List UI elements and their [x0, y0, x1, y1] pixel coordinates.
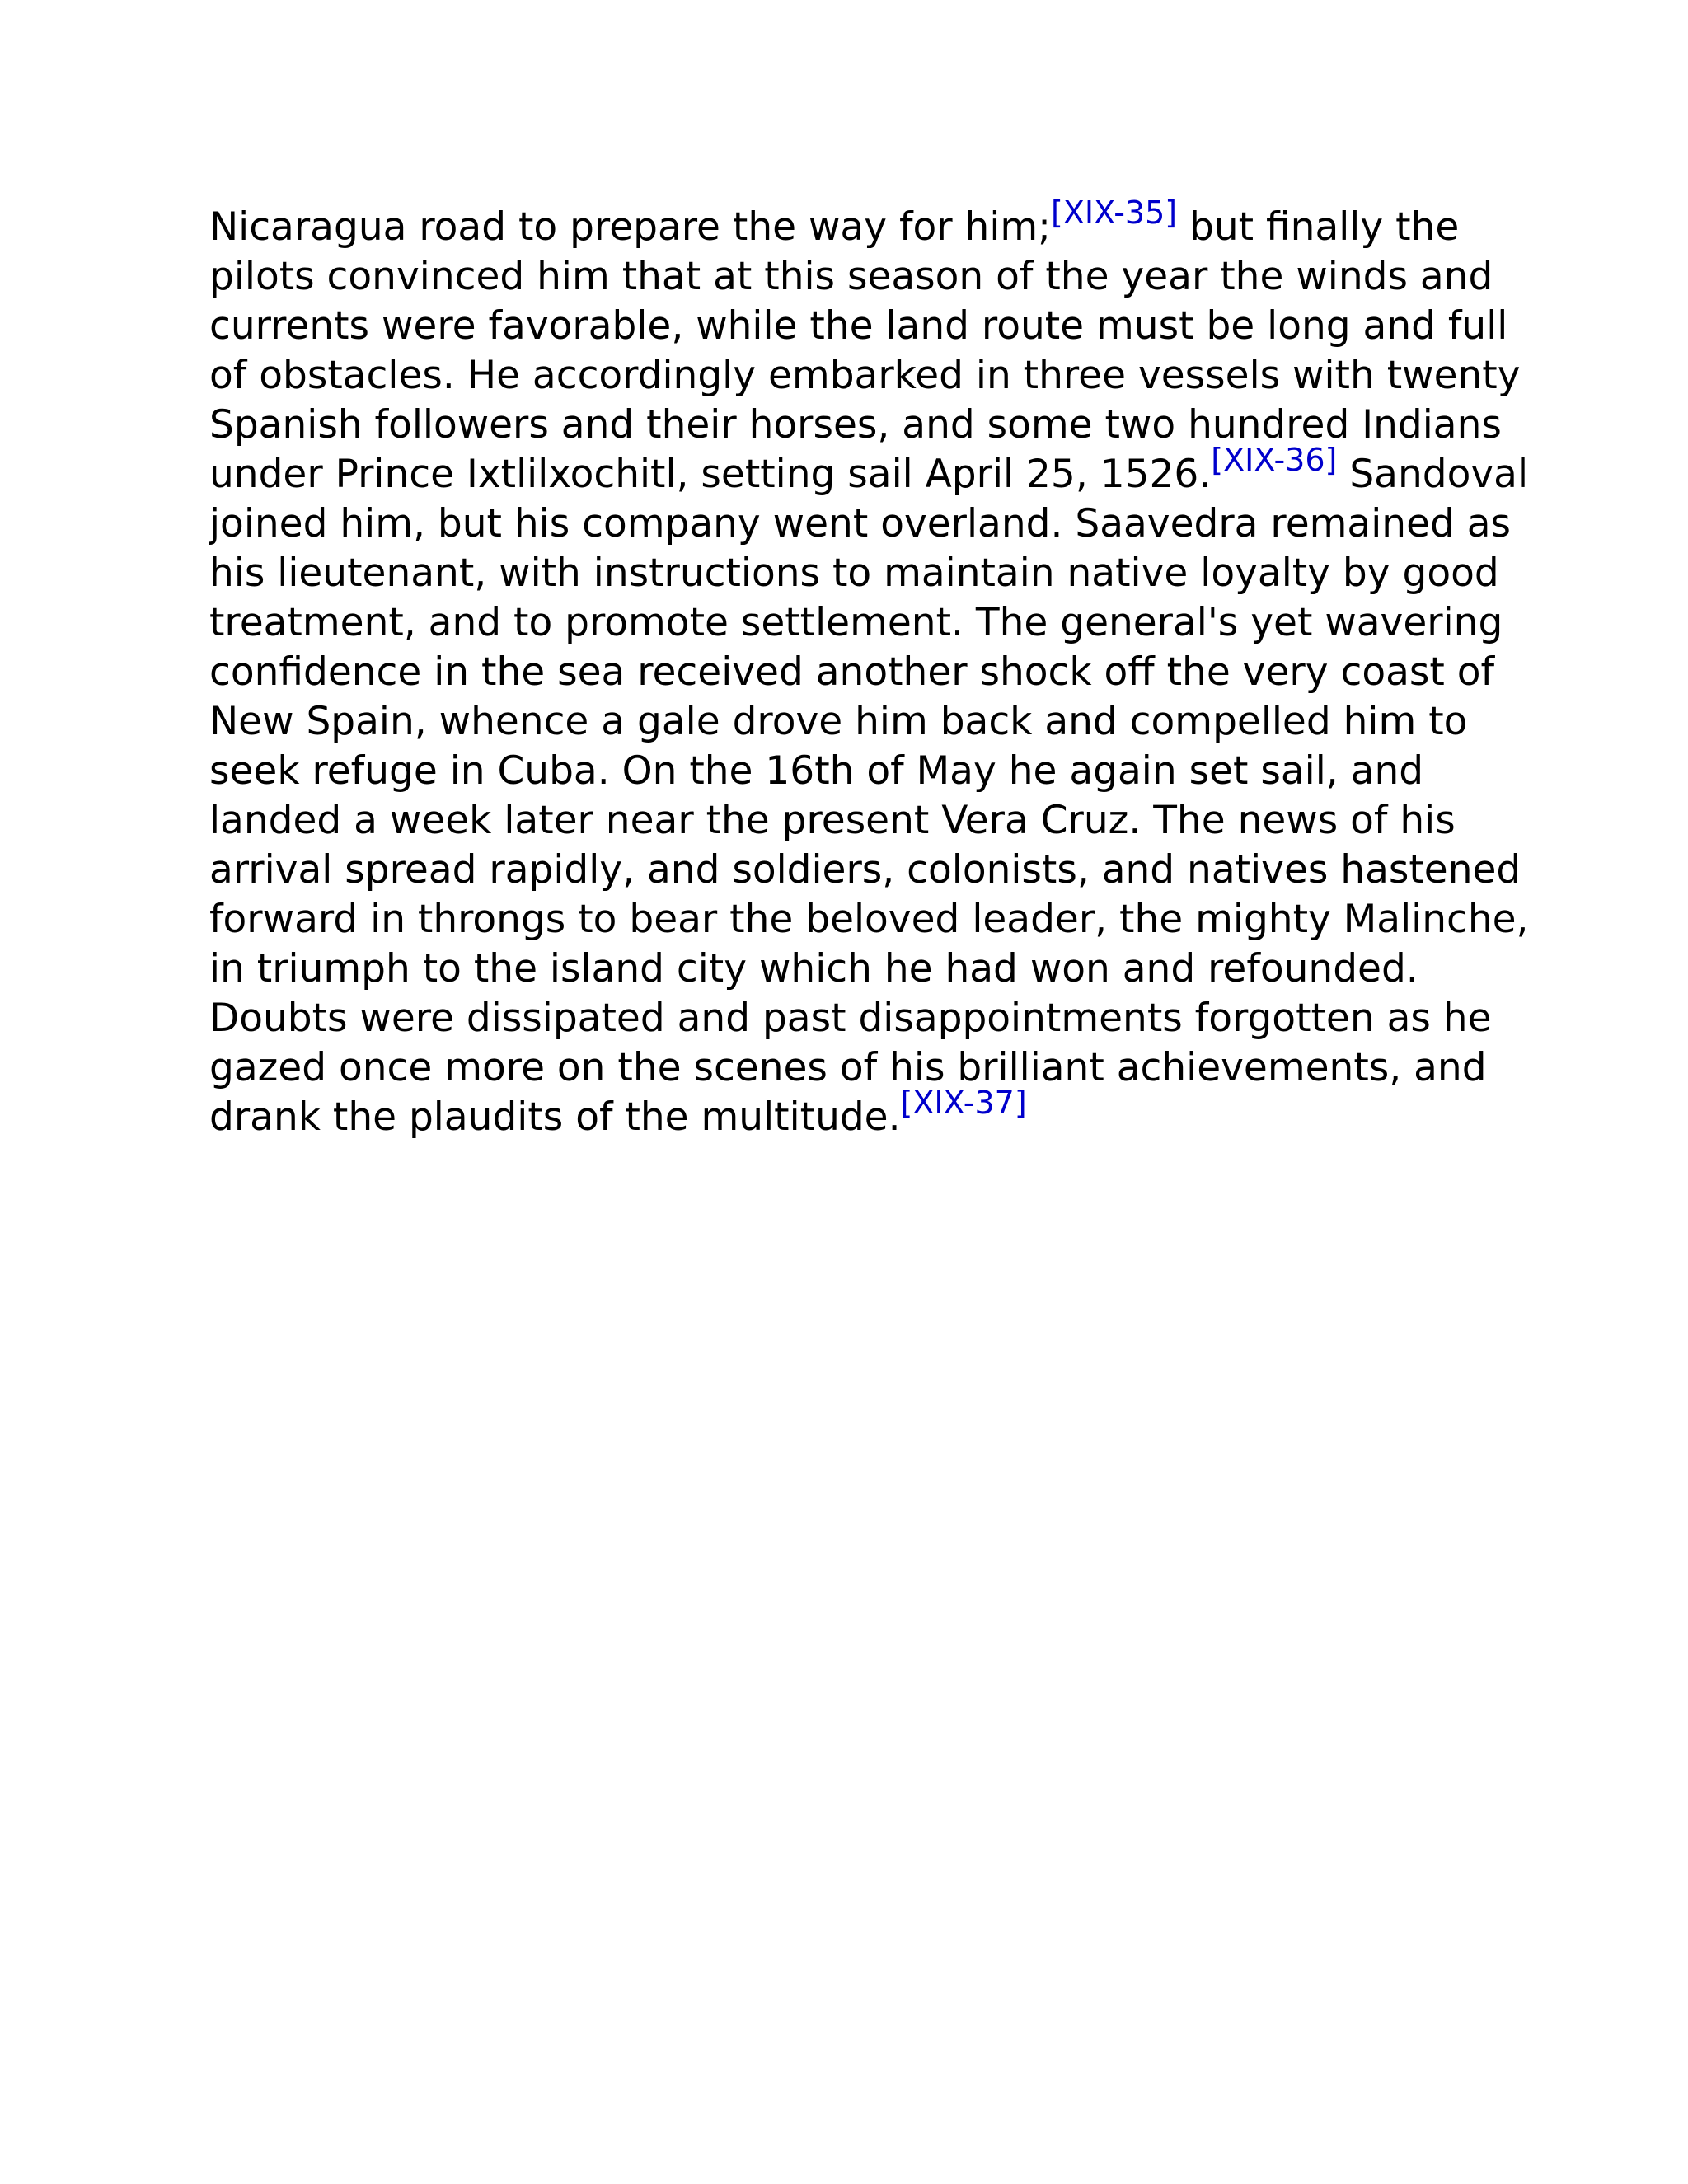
text-line — [209, 796, 1495, 846]
text-line — [209, 1043, 1495, 1093]
line-text: in triumph to the island city which he had won and refounded. — [209, 946, 1418, 991]
line-text: Spanish followers and their horses, and some two hundred Indians — [209, 402, 1502, 448]
text-line — [209, 846, 1522, 895]
text-line — [209, 194, 1495, 252]
line-text: joined him, but his company went overland. Saavedra remained as — [209, 501, 1512, 546]
footnote-link-xix-36[interactable]: [XIX-36] — [1211, 442, 1338, 478]
text-line — [209, 499, 1512, 549]
text-line — [209, 1085, 1495, 1142]
line-text: seek refuge in Cuba. On the 16th of May he again set sail, and — [209, 748, 1424, 794]
text-line — [209, 648, 1495, 697]
text-line — [209, 549, 1499, 598]
footnote-link-xix-35[interactable]: [XIX-35] — [1051, 194, 1178, 231]
text-line — [209, 351, 1521, 401]
line-text: arrival spread rapidly, and soldiers, colonists, and natives hastened — [209, 847, 1522, 893]
line-text: under Prince Ixtlilxochitl, setting sail April 25, 1526. — [209, 452, 1212, 497]
text-line — [209, 697, 1495, 747]
text-line — [209, 302, 1508, 351]
text-line — [209, 895, 1529, 944]
paragraph — [209, 194, 1529, 1142]
text-line — [209, 994, 1495, 1043]
text-line — [209, 747, 1495, 796]
text-line — [209, 944, 1495, 994]
line-text: currents were favorable, while the land route must be long and full — [209, 303, 1508, 349]
text-line — [209, 442, 1529, 499]
line-text: Sandoval — [1337, 452, 1529, 497]
line-text: New Spain, whence a gale drove him back and compelled him to — [209, 699, 1468, 744]
line-text: pilots convinced him that at this season of the year the winds and — [209, 254, 1493, 299]
line-text: of obstacles. He accordingly embarked in three vessels with twenty — [209, 353, 1521, 398]
line-text: Doubts were dissipated and past disappointments forgotten as he — [209, 996, 1492, 1041]
line-text: but finally the — [1177, 204, 1460, 250]
line-text: forward in throngs to bear the beloved leader, the mighty Malinche, — [209, 897, 1529, 942]
text-line — [209, 252, 1495, 302]
line-text: gazed once more on the scenes of his brilliant achievements, and — [209, 1045, 1487, 1090]
line-text: landed a week later near the present Vera Cruz. The news of his — [209, 798, 1456, 843]
footnote-link-xix-37[interactable]: [XIX-37] — [900, 1085, 1027, 1121]
line-text: confidence in the sea received another shock off the very coast of — [209, 649, 1495, 695]
line-text: his lieutenant, with instructions to maintain native loyalty by good — [209, 551, 1499, 596]
text-line — [209, 598, 1503, 648]
line-text: treatment, and to promote settlement. The general's yet wavering — [209, 600, 1503, 645]
line-text: Nicaragua road to prepare the way for him; — [209, 204, 1052, 250]
line-text: drank the plaudits of the multitude. — [209, 1094, 901, 1140]
